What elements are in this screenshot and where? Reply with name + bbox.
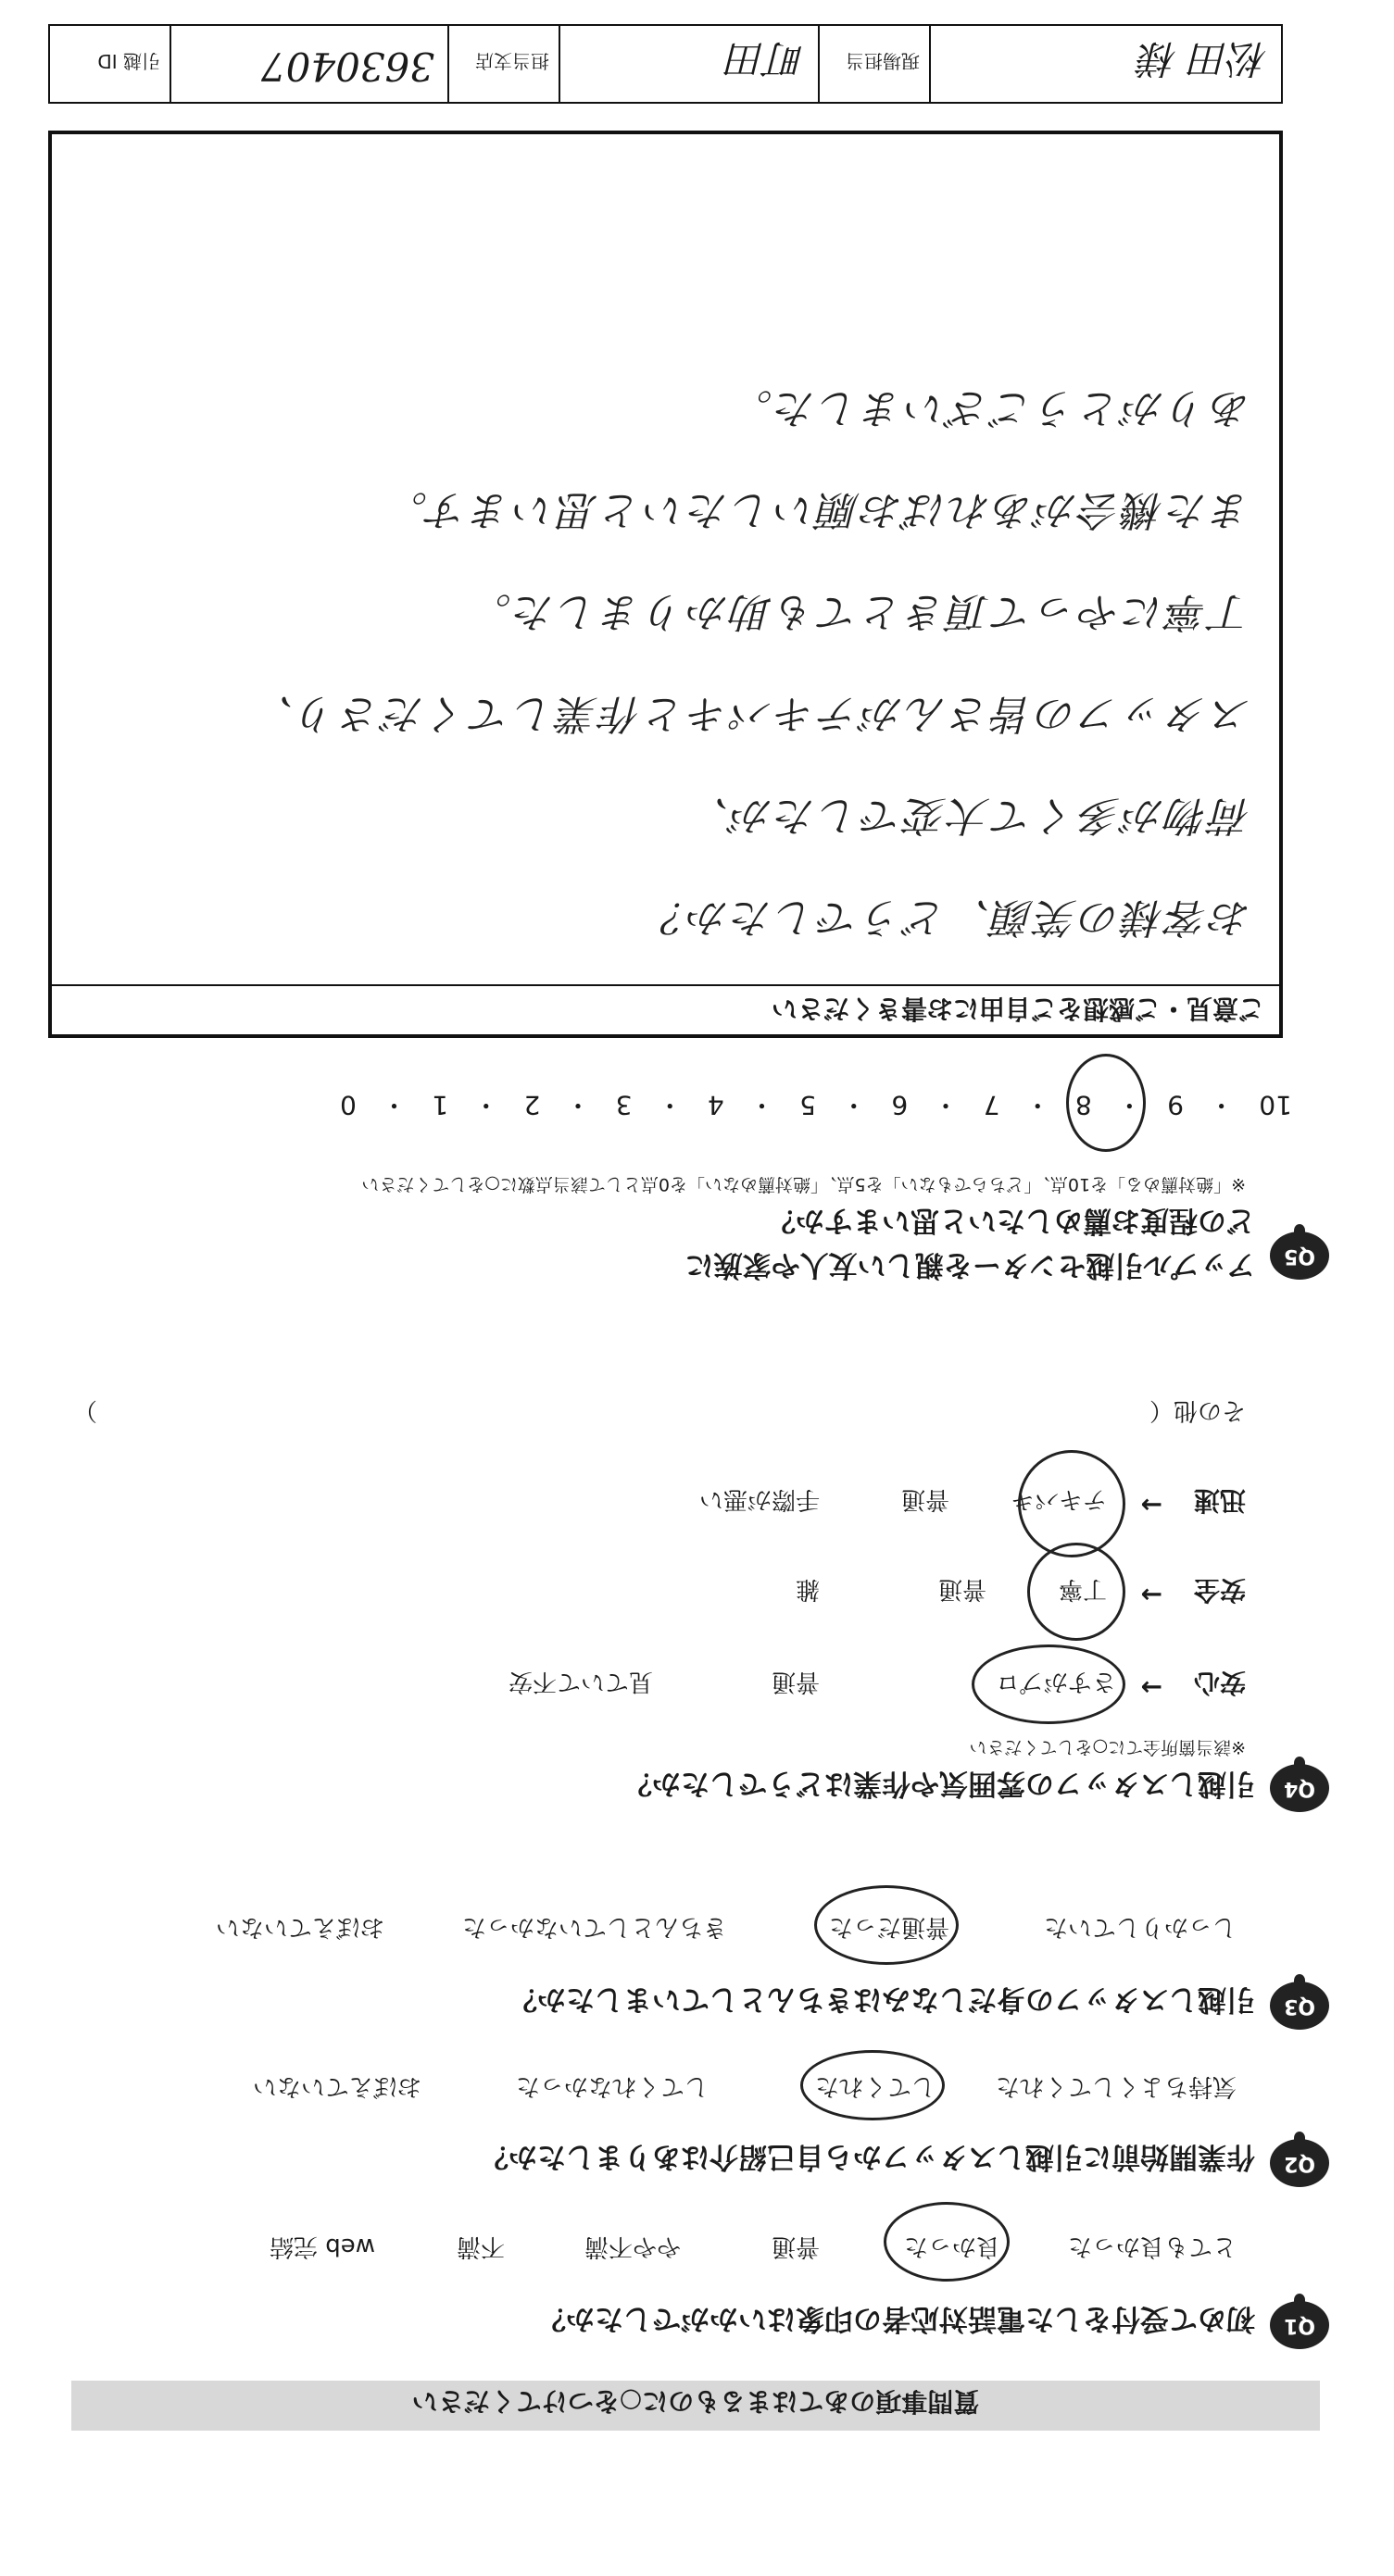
q5-selected-circle	[1066, 1054, 1146, 1152]
id-value-cell	[170, 26, 447, 102]
q4-badge: Q4	[1270, 1764, 1329, 1812]
q5-scale-value-4[interactable]: 4	[707, 1090, 724, 1120]
q2-badge: Q2	[1270, 2139, 1329, 2187]
instruction-text: 質問事項のあてはまるものに○をつけてください	[411, 2386, 980, 2417]
q3-option-1[interactable]: しっかりしていた	[1043, 1913, 1237, 1941]
q5-scale-separator: ・	[632, 1090, 708, 1120]
q5-note: ※「絶対薦める」を10点、「どちらでもない」を5点、「絶対薦めない」を0点として該当点数に○をしてください	[361, 1174, 1246, 1194]
q2-option-4[interactable]: おぼえていない	[252, 2072, 421, 2100]
q5-scale-separator: ・	[1091, 1090, 1168, 1120]
q4-row2-label: 安全	[1193, 1575, 1246, 1606]
comment-line-4: 丁寧にやって頂きとても助かりました。	[468, 588, 1251, 635]
q4-row2-circle	[1027, 1543, 1125, 1641]
comment-title: ご意見・ご感想をご自由にお書きください	[52, 984, 1279, 1031]
q5-scale-separator: ・	[356, 1090, 433, 1120]
comment-line-6: ありがとうございました。	[729, 384, 1251, 431]
q4-row1-option-3[interactable]: 見ていて不安	[508, 1668, 653, 1695]
q4-note: ※該当箇所全てに○をしてください	[969, 1737, 1246, 1757]
q4-row3-option-1[interactable]: テキパキ	[1010, 1485, 1107, 1513]
q4-other-close: ）	[72, 1396, 97, 1424]
q5-badge: Q5	[1270, 1232, 1329, 1280]
staff-value-cell	[929, 26, 1281, 102]
id-label-cell	[50, 26, 170, 102]
branch-value: 町田	[726, 36, 805, 81]
q4-row2-option-1[interactable]: 丁寧	[1058, 1575, 1107, 1603]
q4-other-label: その他（	[1149, 1396, 1246, 1424]
q5-scale-separator: ・	[1183, 1090, 1260, 1120]
q4-row3-option-2[interactable]: 普通	[900, 1485, 949, 1513]
q5-scale-value-1[interactable]: 1	[432, 1090, 449, 1120]
q2-selected-circle	[800, 2050, 945, 2120]
branch-label-cell	[447, 26, 559, 102]
q4-row1-circle	[972, 1644, 1125, 1724]
q4-row2-option-3[interactable]: 雑	[795, 1575, 820, 1603]
q4-row3-option-3[interactable]: 手際が悪い	[698, 1485, 820, 1513]
q4-question: 引越しスタッフの雰囲気や作業はどうでしたか？	[623, 1767, 1255, 1800]
staff-label-cell	[818, 26, 929, 102]
q3-selected-circle	[814, 1885, 959, 1965]
q1-selected-circle	[884, 2202, 1010, 2282]
q5-scale	[340, 1088, 1292, 1125]
q1-badge: Q1	[1270, 2301, 1329, 2349]
q5-scale-separator: ・	[723, 1090, 800, 1120]
q4-row1-label: 安心	[1193, 1668, 1246, 1698]
q3-option-4[interactable]: おぼえていない	[215, 1913, 384, 1941]
q1-option-4[interactable]: やや不満	[584, 2232, 681, 2260]
q5-scale-value-5[interactable]: 5	[799, 1090, 817, 1120]
q5-scale-value-8[interactable]: 8	[1074, 1090, 1092, 1120]
q4-row2-option-2[interactable]: 普通	[937, 1575, 986, 1603]
q5-scale-value-2[interactable]: 2	[523, 1090, 541, 1120]
staff-label: 現場担当	[846, 50, 920, 72]
q4-row3-arrow: →	[1140, 1490, 1162, 1520]
staff-value: 松田 様	[1138, 36, 1268, 81]
q5-scale-value-10[interactable]: 10	[1259, 1090, 1292, 1120]
q2-option-1[interactable]: 気持ちよくしてくれた	[995, 2072, 1237, 2100]
id-table	[48, 24, 1283, 104]
q1-option-5[interactable]: 不満	[456, 2232, 505, 2260]
q4-row1-option-2[interactable]: 普通	[771, 1668, 820, 1695]
comment-line-5: また機会があればお願いしたいと思います。	[383, 486, 1251, 533]
comment-line-3: スタッフの皆さんがテキパキと作業してくださり、	[250, 690, 1251, 737]
instruction-banner	[71, 2381, 1320, 2431]
q4-row1-arrow: →	[1140, 1672, 1162, 1703]
id-label: 引越 ID	[97, 50, 160, 72]
q5-scale-value-3[interactable]: 3	[615, 1090, 633, 1120]
q1-option-1[interactable]: とても良かった	[1067, 2232, 1237, 2260]
comment-line-2: 荷物が多くて大変でしたが、	[685, 792, 1251, 839]
comment-line-1: お客様の笑顔、どうでしたか？	[642, 894, 1251, 941]
branch-label: 担当支店	[475, 50, 549, 72]
q4-row3-circle	[1018, 1450, 1125, 1557]
q5-scale-separator: ・	[448, 1090, 524, 1120]
q1-option-3[interactable]: 普通	[771, 2232, 820, 2260]
q3-question: 引越しスタッフの身だしなみはきちんとしていましたか？	[509, 1982, 1255, 2016]
q3-option-3[interactable]: きちんとしていなかった	[461, 1913, 727, 1941]
q2-option-2[interactable]: してくれた	[814, 2072, 936, 2100]
q1-option-2[interactable]: 良かった	[903, 2232, 1000, 2260]
q5-question-line1: アップル引越センターを親しい友人や家族に	[684, 1248, 1255, 1282]
comment-box	[48, 131, 1283, 1038]
q5-scale-separator: ・	[816, 1090, 892, 1120]
q5-scale-separator: ・	[908, 1090, 984, 1120]
q3-option-2[interactable]: 普通だった	[828, 1913, 949, 1941]
branch-value-cell	[559, 26, 818, 102]
q2-option-3[interactable]: してくれなかった	[515, 2072, 709, 2100]
q4-row2-arrow: →	[1140, 1580, 1162, 1610]
q1-option-6[interactable]: web 完結	[269, 2232, 375, 2260]
q4-row3-label: 迅速	[1193, 1485, 1246, 1516]
q5-question-line2: どの程度お薦めしたいと思いますか？	[767, 1204, 1255, 1237]
id-value: 3630407	[260, 44, 434, 89]
q5-scale-separator: ・	[999, 1090, 1075, 1120]
q2-question: 作業開始前に引越しスタッフから自己紹介はありましたか？	[480, 2140, 1255, 2173]
q3-badge: Q3	[1270, 1982, 1329, 2030]
q1-question: 初めて受付をした電話対応者の印象はいかがでしたか？	[537, 2302, 1255, 2335]
q5-scale-separator: ・	[540, 1090, 616, 1120]
q5-scale-value-6[interactable]: 6	[891, 1090, 909, 1120]
q4-row1-option-1[interactable]: さすがプロ	[995, 1668, 1116, 1695]
q5-scale-value-7[interactable]: 7	[983, 1090, 1000, 1120]
q5-scale-value-0[interactable]: 0	[340, 1090, 357, 1120]
q5-scale-value-9[interactable]: 9	[1167, 1090, 1184, 1120]
